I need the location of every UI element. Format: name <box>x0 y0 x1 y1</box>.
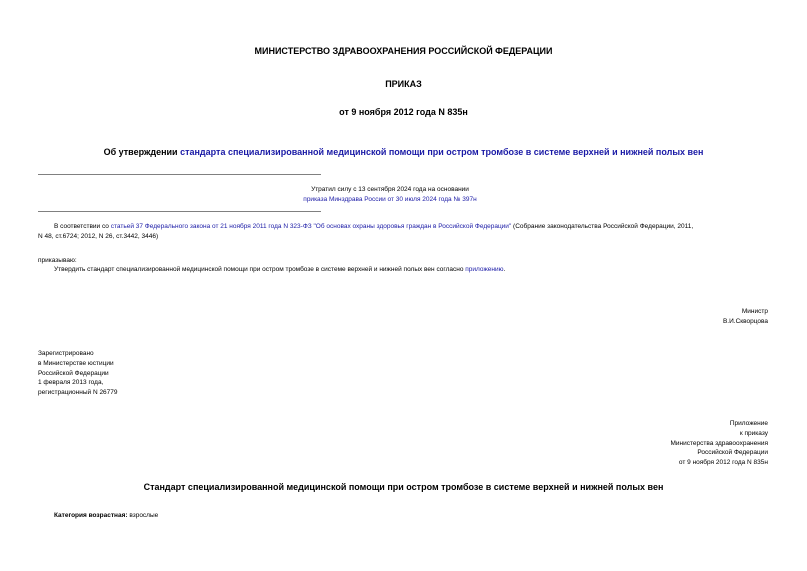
standard-title: Стандарт специализированной медицинской помощи при остром тромбозе в системе верхней и нижней полых вен <box>143 482 664 492</box>
ministry-heading: МИНИСТЕРСТВО ЗДРАВООХРАНЕНИЯ РОССИЙСКОЙ ФЕДЕРАЦИИ <box>254 46 553 56</box>
preamble-suffix: (Собрание законодательства Российской Федерации, 2011, <box>511 223 694 230</box>
preamble-line-1 <box>38 222 778 232</box>
document-title <box>0 147 807 157</box>
appendix-line: Министерства здравоохранения <box>670 439 768 447</box>
orders-word: приказываю: <box>38 257 77 264</box>
appendix-block <box>671 419 769 468</box>
registration-line: Зарегистрировано <box>38 350 94 357</box>
registration-line: Российской Федерации <box>38 369 109 377</box>
registration-line: в Министерстве юстиции <box>38 359 114 367</box>
repeal-notice-link[interactable]: приказа Минздрава России от 30 июля 2024 года № 397н <box>303 195 477 203</box>
appendix-line: Приложение <box>729 420 768 427</box>
repeal-notice <box>230 185 550 205</box>
divider-bottom <box>38 211 321 212</box>
registration-line: 1 февраля 2013 года, <box>38 379 104 387</box>
approve-suffix: . <box>503 266 506 273</box>
divider-top <box>38 174 321 175</box>
signature-name: В.И.Скворцова <box>722 317 768 325</box>
appendix-line: от 9 ноября 2012 года N 835н <box>678 459 768 467</box>
age-category-label: Категория возрастная: <box>54 512 128 519</box>
registration-block <box>38 349 118 398</box>
registration-line: регистрационный N 26779 <box>38 389 118 397</box>
approve-text: Утвердить стандарт специализированной медицинской помощи при остром тромбозе в системе верхней и нижней полых вен согласно <box>54 266 466 273</box>
preamble-line-2: N 48, ст.6724; 2012, N 26, ст.3442, 3446) <box>38 232 159 240</box>
signature-block <box>723 307 768 327</box>
law-link[interactable]: статьей 37 Федерального закона от 21 ноября 2011 года N 323-ФЗ "Об основах охраны здоровья граждан в Российской Федерации" <box>110 223 512 230</box>
age-category <box>54 511 158 521</box>
title-prefix: Об утверждении <box>103 147 181 157</box>
appendix-link[interactable]: приложению <box>465 266 504 273</box>
title-link[interactable]: стандарта специализированной медицинской помощи при остром тромбозе в системе верхней и нижней полых вен <box>180 147 704 157</box>
approve-paragraph <box>54 265 505 275</box>
preamble-prefix: В соответствии со <box>54 223 111 230</box>
doc-type-heading: ПРИКАЗ <box>385 79 422 89</box>
signature-position: Министр <box>741 308 768 315</box>
repeal-notice-text: Утратил силу с 13 сентября 2024 года на основании <box>311 186 469 193</box>
preamble <box>38 222 778 242</box>
appendix-line: Российской Федерации <box>697 449 768 457</box>
age-category-value: взрослые <box>127 512 159 519</box>
order-date-number: от 9 ноября 2012 года N 835н <box>339 107 468 117</box>
appendix-line: к приказу <box>739 429 768 437</box>
